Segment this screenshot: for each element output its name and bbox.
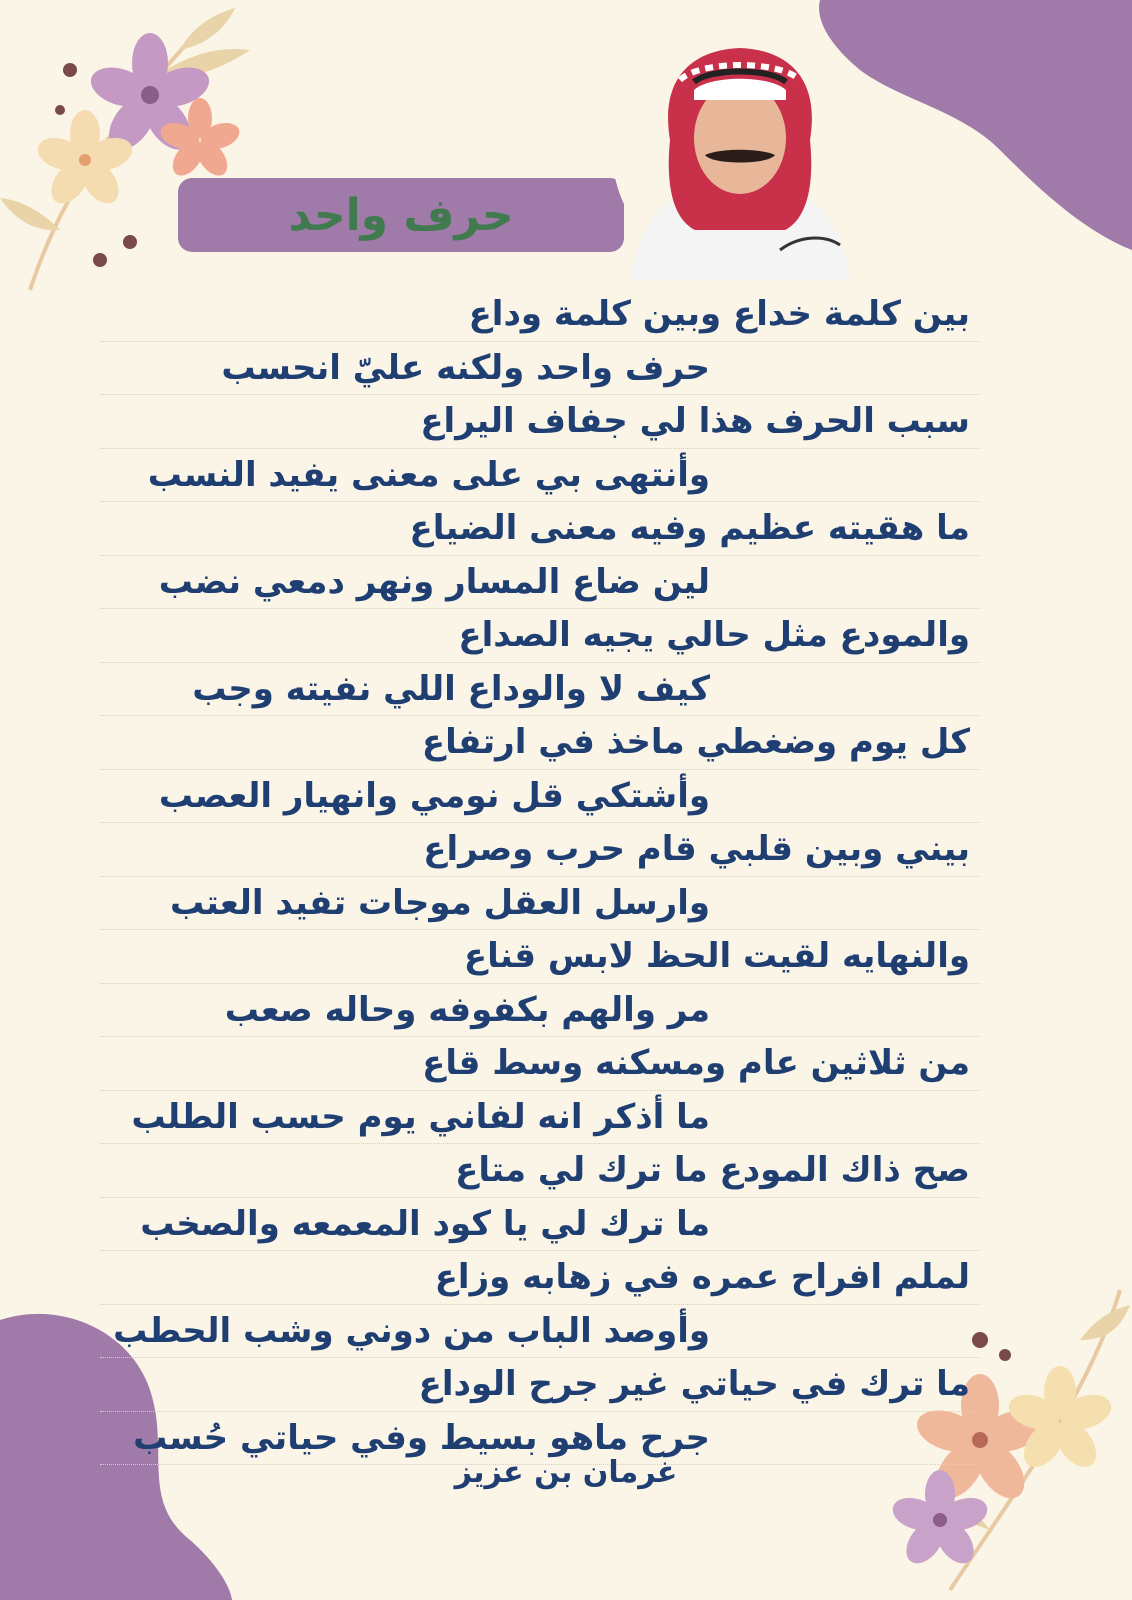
poem-line (100, 1198, 980, 1252)
poem-line (100, 663, 980, 717)
poem-line (100, 1037, 980, 1091)
poem-line (100, 1144, 980, 1198)
poem-line (100, 1091, 980, 1145)
poet-portrait (610, 20, 870, 280)
poem-line-text: صح ذاك المودع ما ترك لي متاع (455, 1150, 970, 1190)
poem-line-text: مر والهم بكفوفه وحاله صعب (224, 989, 710, 1030)
poem-line-text: ما أذكر انه لفاني يوم حسب الطلب (131, 1096, 710, 1137)
poem-line (100, 342, 980, 396)
poem-line-text: ما هقيته عظيم وفيه معنى الضياع (409, 508, 970, 548)
poem-line (100, 984, 980, 1038)
poem-line (100, 395, 980, 449)
poem-line (100, 1251, 980, 1305)
author-name: غرمان بن عزيز (454, 1455, 678, 1490)
poem-line-text: من ثلاثين عام ومسكنه وسط قاع (422, 1043, 970, 1083)
poem-line-text: لملم افراح عمره في زهابه وزاع (434, 1257, 970, 1297)
poem-title: حرف واحد (288, 189, 514, 241)
poem-line (100, 556, 980, 610)
poem-line-text: وأشتكي قل نومي وانهيار العصب (158, 775, 710, 816)
poem-line (100, 288, 980, 342)
poem-line (100, 1358, 980, 1412)
poem-line-text: وأوصد الباب من دوني وشب الحطب (113, 1310, 710, 1351)
poem-line-text: حرف واحد ولكنه عليّ انحسب (221, 347, 710, 388)
poem-line (100, 716, 980, 770)
poem-line-text: ما ترك لي يا كود المعمعه والصخب (140, 1203, 710, 1244)
poem-line-text: سبب الحرف هذا لي جفاف اليراع (420, 401, 970, 441)
poem-line-text: بين كلمة خداع وبين كلمة وداع (468, 294, 970, 334)
poem-line-text: والنهايه لقيت الحظ لابس قناع (463, 936, 970, 976)
poem-line (100, 770, 980, 824)
poem-line-text: والمودع مثل حالي يجيه الصداع (458, 615, 970, 655)
poem-line-text: وارسل العقل موجات تفيد العتب (170, 882, 710, 923)
title-banner (178, 178, 624, 252)
poem-line-text: جرح ماهو بسيط وفي حياتي حُسب (133, 1417, 710, 1458)
poem-line (100, 449, 980, 503)
poem-line-text: لين ضاع المسار ونهر دمعي نضب (158, 561, 710, 602)
poem-line-text: وأنتهى بي على معنى يفيد النسب (147, 454, 710, 495)
poem-line (100, 1305, 980, 1359)
poem-line-text: بيني وبين قلبي قام حرب وصراع (423, 829, 970, 869)
poem-line-text: كيف لا والوداع اللي نفيته وجب (192, 668, 710, 709)
poem-line (100, 823, 980, 877)
poem-line (100, 609, 980, 663)
poem-line-text: ما ترك في حياتي غير جرح الوداع (418, 1364, 970, 1404)
poem-line-text: كل يوم وضغطي ماخذ في ارتفاع (421, 722, 970, 762)
poem-body (100, 288, 980, 1465)
top-left-flower-decoration (0, 0, 270, 300)
poem-line (100, 930, 980, 984)
poem-line (100, 877, 980, 931)
poem-line (100, 502, 980, 556)
